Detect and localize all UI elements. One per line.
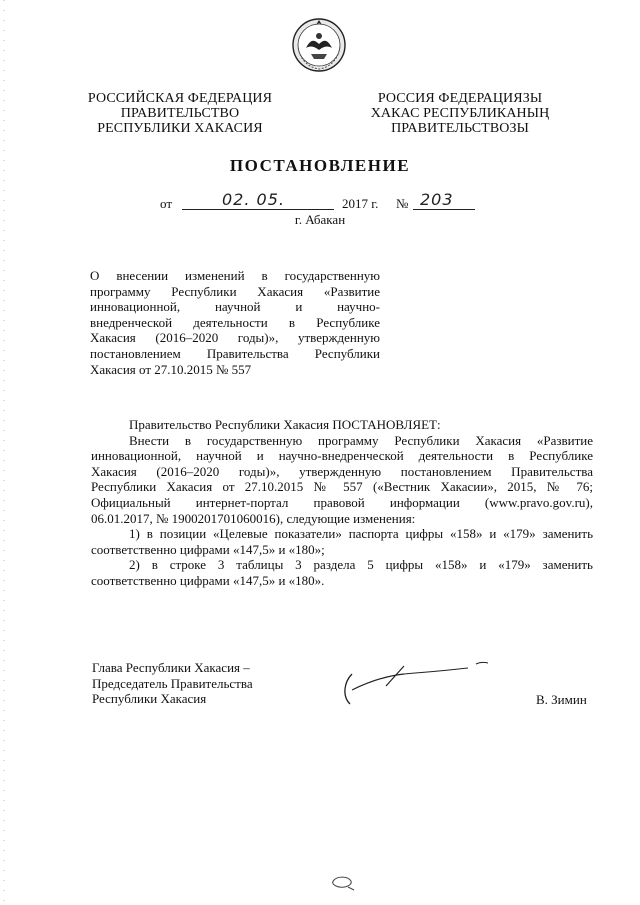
signatory-name: В. Зимин (536, 692, 587, 707)
para1-line: Внести в государственную программу Республики Хакасия «Развитие (129, 432, 593, 448)
footer-scan-mark (328, 874, 356, 892)
signatory-title (92, 660, 253, 707)
item2-line: соответственно цифрами «147,5» и «180». (91, 572, 325, 588)
header-right-line1: РОССИЯ ФЕДЕРАЦИЯЗЫ (377, 91, 543, 106)
item1-line: соответственно цифрами «147,5» и «180»; (91, 541, 325, 557)
handwritten-date: 02. 05. (222, 190, 285, 209)
header-left-line1: РОССИЙСКАЯ ФЕДЕРАЦИЯ (87, 91, 273, 106)
para1-line: Республики Хакасия от 27.10.2015 № 557 («Вестник Хакасии», 2015, № 76; (91, 479, 593, 495)
year-label: 2017 г. (342, 196, 379, 211)
subject-line: внедренческой деятельности в Республике (90, 314, 380, 330)
number-sign: № (396, 196, 409, 211)
city-label: г. Абакан (294, 212, 346, 227)
header-left (80, 91, 280, 136)
header-left-line2: ПРАВИТЕЛЬСТВО (120, 106, 240, 121)
para1-line: инновационной, научной и научно-внедренческой деятельности в Республике (91, 448, 593, 464)
subject-line: постановлением Правительства Республики (90, 345, 380, 361)
handwritten-number: 203 (420, 190, 454, 209)
date-underline (182, 209, 334, 210)
para1-line: Хакасия (2016–2020 годы)», утвержденную постановлением Правительства (91, 463, 593, 479)
subject-line: программу Республики Хакасия «Развитие (90, 283, 380, 299)
para1-line: 06.01.2017, № 1900201701060016), следующие изменения: (91, 510, 416, 526)
header-left-line3: РЕСПУБЛИКИ ХАКАСИЯ (97, 121, 263, 136)
subject-line: инновационной, научной и научно- (90, 299, 380, 315)
subject-line: О внесении изменений в государственную (90, 268, 380, 283)
signatory-line2: Председатель Правительства (92, 675, 253, 691)
header-right-line3: ПРАВИТЕЛЬСТВОЗЫ (391, 121, 529, 136)
date-number-line (160, 192, 490, 214)
handwritten-signature (338, 652, 498, 712)
item1-line: 1) в позиции «Целевые показатели» паспорта цифры «158» и «179» заменить (129, 526, 593, 542)
signatory-line3: Республики Хакасия (92, 691, 207, 707)
scan-edge-artifact (3, 0, 5, 905)
body-text (91, 417, 593, 589)
from-label: от (160, 196, 173, 211)
signatory-line1: Глава Республики Хакасия – (92, 660, 250, 675)
document-title: ПОСТАНОВЛЕНИЕ (229, 156, 411, 175)
header-right-line2: ХАКАС РЕСПУБЛИКАНЫҢ (370, 106, 550, 121)
item2-line: 2) в строке 3 таблицы 3 раздела 5 цифры «158» и «179» заменить (129, 557, 593, 573)
coat-of-arms-emblem (289, 14, 349, 74)
subject-block (90, 268, 380, 377)
header-right (360, 91, 560, 136)
para1-line: Официальный интернет-портал правовой информации (www.pravo.gov.ru), (91, 494, 593, 510)
preamble: Правительство Республики Хакасия ПОСТАНОВЛЯЕТ: (129, 417, 441, 432)
subject-line: Хакасия от 27.10.2015 № 557 (90, 361, 252, 377)
subject-line: Хакасия (2016–2020 годы)», утвержденную (90, 330, 380, 346)
number-underline (413, 209, 475, 210)
